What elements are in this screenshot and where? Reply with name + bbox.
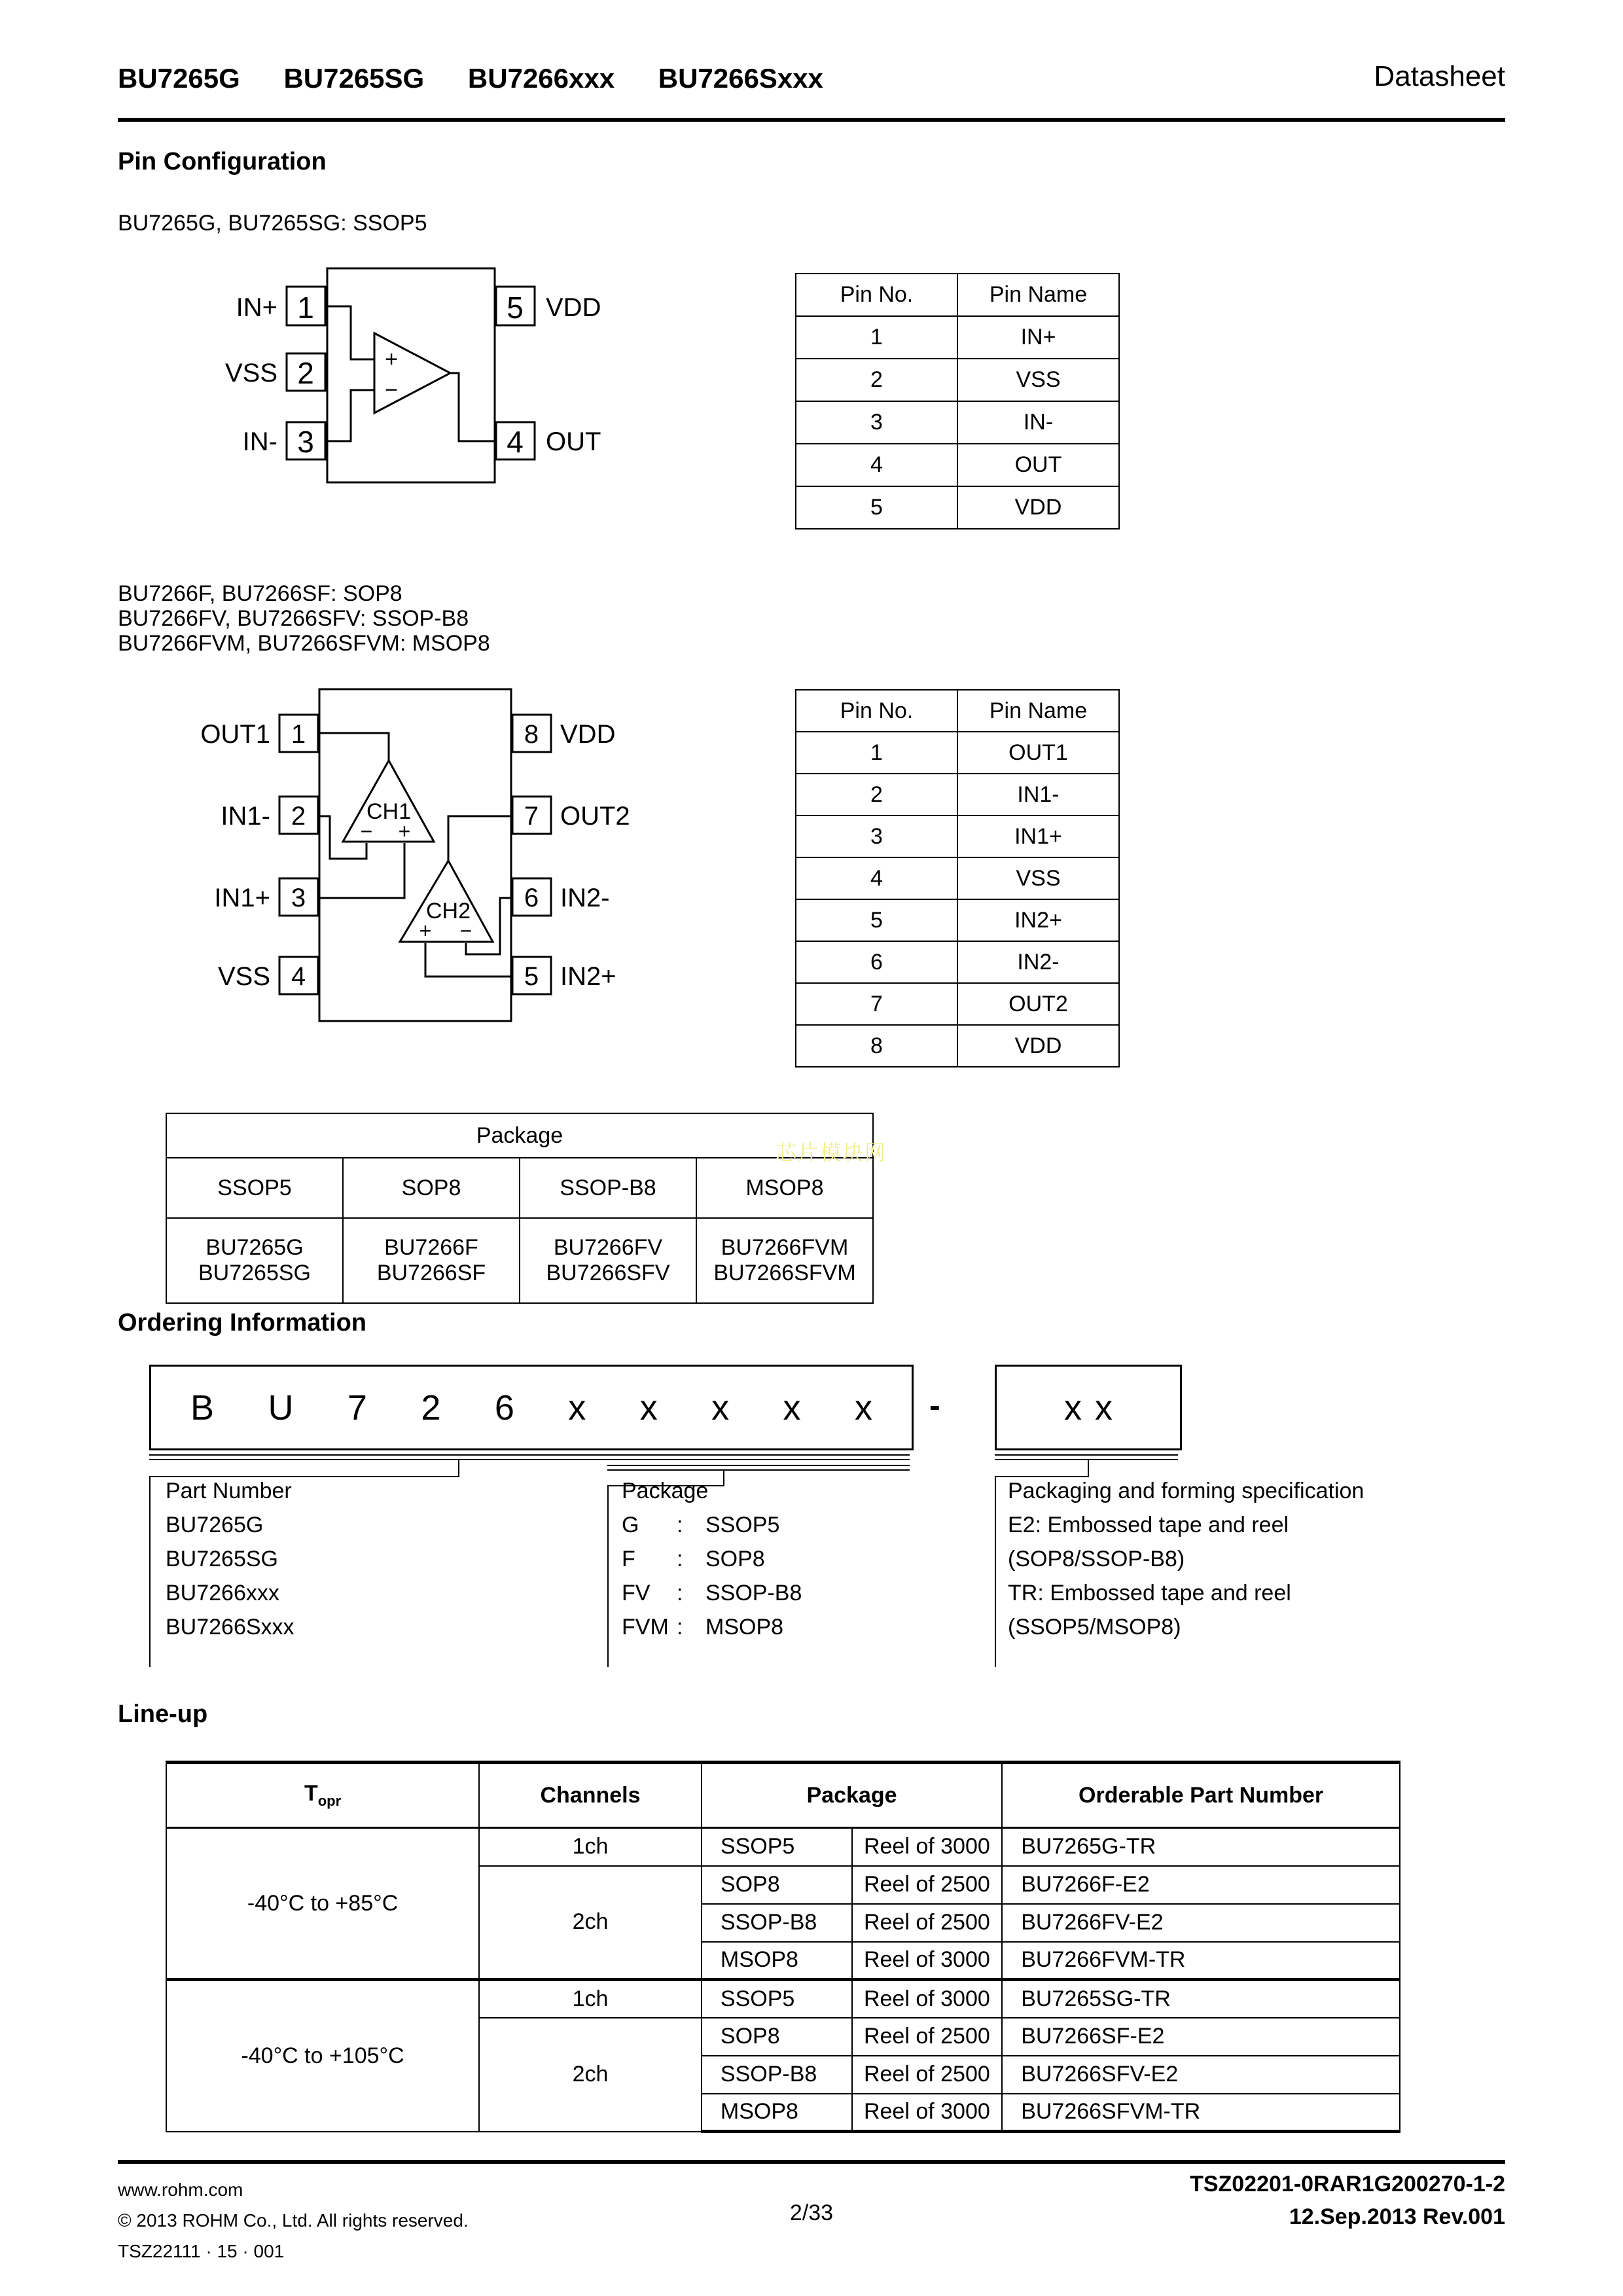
table-cell: IN+	[957, 316, 1119, 359]
part-code-box	[149, 1365, 914, 1450]
package-cell: SSOP-B8	[702, 1904, 852, 1942]
part-code-letters	[151, 1388, 912, 1428]
col-header-pin-name: Pin Name	[957, 274, 1119, 316]
footer-left	[118, 2174, 469, 2267]
ch2-label: CH2	[425, 899, 471, 924]
footer-rule	[118, 2160, 1505, 2164]
table-row	[796, 774, 1119, 816]
table-cell: IN2-	[957, 941, 1119, 983]
table-row	[796, 359, 1119, 401]
legend-item: BU7266xxx	[166, 1581, 279, 1605]
table-row	[796, 690, 1119, 732]
orderable-cell: BU7266SFV-E2	[1002, 2056, 1400, 2094]
pin-number: 3	[297, 425, 314, 459]
channels-cell: 1ch	[479, 1828, 702, 1866]
legend-title: Packaging and forming specification	[1008, 1479, 1364, 1503]
table-cell: 7	[796, 983, 957, 1025]
topr-cell: -40°C to +85°C	[166, 1828, 479, 1980]
ssop5-pin-table	[795, 273, 1120, 529]
ch1-label: CH1	[366, 799, 412, 824]
pin-number: 4	[507, 425, 524, 459]
connector-line	[458, 1460, 459, 1476]
table-cell: VDD	[957, 1025, 1119, 1067]
table-cell: SSOP5	[166, 1158, 343, 1218]
table-cell: 4	[796, 444, 957, 486]
table-cell: 4	[796, 857, 957, 899]
col-header-package: Package	[702, 1763, 1002, 1828]
package-cell: SSOP5	[702, 1828, 852, 1866]
table-row	[166, 1828, 1400, 1866]
package-cell: MSOP8	[702, 2094, 852, 2132]
packaging-legend	[1008, 1474, 1364, 1644]
table-cell: 2	[796, 359, 957, 401]
code-dash: -	[929, 1387, 940, 1424]
col-header-topr	[166, 1763, 479, 1828]
pin-label: IN2+	[560, 962, 616, 991]
package-name: SSOP5	[705, 1513, 780, 1537]
caption-line: BU7266FV, BU7266SFV: SSOP-B8	[118, 606, 469, 631]
table-row	[796, 444, 1119, 486]
package-table	[166, 1113, 874, 1304]
code-char: U	[268, 1388, 294, 1427]
underline	[607, 1469, 910, 1471]
table-row	[796, 941, 1119, 983]
pin-number: 5	[507, 291, 524, 325]
part-name: BU7265SG	[198, 1261, 311, 1285]
table-row	[166, 1158, 873, 1218]
table-cell: VSS	[957, 359, 1119, 401]
table-cell: IN1-	[957, 774, 1119, 816]
code-char: x	[1064, 1388, 1082, 1427]
legend-item: TR: Embossed tape and reel	[1008, 1581, 1291, 1605]
table-cell: IN-	[957, 401, 1119, 444]
table-cell: 6	[796, 941, 957, 983]
package-code: FVM	[622, 1615, 669, 1640]
package-cell: SSOP5	[702, 1980, 852, 2018]
table-cell: OUT	[957, 444, 1119, 486]
lineup-table	[166, 1761, 1400, 2133]
col-header-orderable: Orderable Part Number	[1002, 1763, 1400, 1828]
page-number: 2/33	[789, 2200, 834, 2225]
part-name: BU7265G	[205, 1235, 304, 1260]
wire-out1	[318, 733, 389, 762]
table-cell: SOP8	[343, 1158, 520, 1218]
pin-number: 6	[524, 884, 539, 912]
table-cell: OUT1	[957, 732, 1119, 774]
package-cell: SOP8	[702, 1866, 852, 1904]
table-row	[796, 857, 1119, 899]
wire-out	[450, 373, 496, 441]
plus-input-sign: +	[419, 919, 432, 942]
sop8-pin-table	[795, 689, 1120, 1067]
doc-type-label: Datasheet	[1374, 60, 1505, 92]
table-cell	[520, 1218, 696, 1303]
table-cell: 2	[796, 774, 957, 816]
legend-title: Package	[622, 1479, 709, 1503]
part-name: BU7266F	[384, 1235, 478, 1260]
part-name: BU7266SF	[376, 1261, 486, 1285]
pin-number: 2	[291, 802, 306, 831]
pin-number: 8	[524, 720, 539, 749]
legend-item: (SSOP5/MSOP8)	[1008, 1615, 1181, 1640]
package-table-title: Package	[166, 1113, 873, 1158]
pin-label: OUT	[546, 427, 601, 456]
pin-label: VDD	[546, 293, 601, 322]
orderable-cell: BU7266FVM-TR	[1002, 1942, 1400, 1980]
table-cell	[166, 1218, 343, 1303]
pin-label: VDD	[560, 720, 616, 749]
table-cell: 3	[796, 816, 957, 857]
code-char: B	[190, 1388, 215, 1427]
part-number-title: BU7266xxx	[467, 63, 615, 94]
colon: :	[677, 1581, 683, 1605]
package-code: F	[622, 1547, 635, 1571]
pin-label: OUT2	[560, 802, 630, 831]
legend-item: E2: Embossed tape and reel	[1008, 1513, 1289, 1537]
pin-label: IN+	[236, 293, 277, 322]
wire-in-minus	[325, 390, 374, 441]
topr-cell: -40°C to +105°C	[166, 1980, 479, 2132]
table-cell: IN1+	[957, 816, 1119, 857]
sop8-captions	[118, 581, 490, 656]
lineup-heading: Line-up	[118, 1700, 208, 1728]
package-name: SOP8	[705, 1547, 765, 1571]
pin-number: 1	[297, 291, 314, 325]
plus-input-sign: +	[398, 819, 411, 843]
orderable-cell: BU7265G-TR	[1002, 1828, 1400, 1866]
part-name: BU7266FVM	[721, 1235, 849, 1260]
header-rule	[118, 118, 1505, 122]
pin-number: 3	[291, 884, 306, 912]
ordering-information-heading: Ordering Information	[118, 1309, 366, 1336]
legend-item	[622, 1542, 802, 1576]
connector-line	[149, 1476, 151, 1667]
connector-line	[607, 1485, 609, 1667]
table-row	[796, 899, 1119, 941]
table-row	[166, 1113, 873, 1158]
code-char: 7	[347, 1388, 367, 1427]
legend-item: BU7266Sxxx	[166, 1615, 294, 1640]
underline	[995, 1459, 1178, 1460]
table-row	[796, 401, 1119, 444]
pin-label: IN-	[242, 427, 277, 456]
pin-number: 5	[524, 962, 539, 991]
sop8-pin-diagram	[196, 681, 785, 1034]
package-cell: SSOP-B8	[702, 2056, 852, 2094]
part-name: BU7266SFV	[546, 1261, 670, 1285]
table-row	[796, 732, 1119, 774]
part-number-title: BU7266Sxxx	[658, 63, 823, 94]
reel-cell: Reel of 3000	[852, 1942, 1003, 1980]
wire-in-plus	[325, 306, 374, 359]
underline	[149, 1454, 910, 1456]
footer-right	[1190, 2168, 1505, 2233]
reel-cell: Reel of 2500	[852, 2018, 1003, 2056]
reel-cell: Reel of 2500	[852, 1866, 1003, 1904]
caption-line: BU7266F, BU7266SF: SOP8	[118, 581, 402, 606]
pin-number: 1	[291, 720, 306, 749]
table-cell: MSOP8	[696, 1158, 873, 1218]
pin-number: 4	[291, 962, 306, 991]
colon: :	[677, 1513, 683, 1537]
orderable-cell: BU7266SFVM-TR	[1002, 2094, 1400, 2132]
channels-cell: 2ch	[479, 2018, 702, 2132]
ssop5-pin-diagram	[196, 259, 785, 514]
code-char: x	[639, 1388, 658, 1427]
connector-line	[995, 1476, 996, 1667]
reel-cell: Reel of 2500	[852, 2056, 1003, 2094]
part-number-legend	[166, 1474, 294, 1644]
legend-item	[622, 1610, 802, 1644]
watermark-text: 芯片模块网	[776, 1141, 887, 1164]
table-cell: 8	[796, 1025, 957, 1067]
col-header-pin-no: Pin No.	[796, 690, 957, 732]
underline	[607, 1465, 910, 1466]
table-row	[796, 316, 1119, 359]
table-cell: VSS	[957, 857, 1119, 899]
table-cell: 1	[796, 316, 957, 359]
pin-label: IN1-	[221, 802, 270, 831]
table-cell: 5	[796, 486, 957, 529]
copyright-text: © 2013 ROHM Co., Ltd. All rights reserved.	[118, 2210, 469, 2231]
table-cell: OUT2	[957, 983, 1119, 1025]
legend-item: BU7265G	[166, 1513, 264, 1537]
legend-item: BU7265SG	[166, 1547, 278, 1571]
package-code: G	[622, 1513, 639, 1537]
table-row	[796, 983, 1119, 1025]
legend-item	[622, 1576, 802, 1610]
code-char: 2	[421, 1388, 441, 1427]
orderable-cell: BU7265SG-TR	[1002, 1980, 1400, 2018]
table-row	[166, 1980, 1400, 2018]
reel-cell: Reel of 3000	[852, 2094, 1003, 2132]
code-char: 6	[494, 1388, 514, 1427]
table-row	[796, 274, 1119, 316]
reel-cell: Reel of 3000	[852, 1980, 1003, 2018]
package-name: MSOP8	[705, 1615, 784, 1640]
table-cell: VDD	[957, 486, 1119, 529]
reel-cell: Reel of 2500	[852, 1904, 1003, 1942]
footer-revision: 12.Sep.2013 Rev.001	[1289, 2204, 1505, 2229]
pin-number: 2	[297, 356, 314, 390]
legend-item	[622, 1508, 802, 1542]
table-cell: IN2+	[957, 899, 1119, 941]
package-legend	[622, 1474, 802, 1644]
code-char: x	[568, 1388, 586, 1427]
package-cell: MSOP8	[702, 1942, 852, 1980]
channels-cell: 1ch	[479, 1980, 702, 2018]
colon: :	[677, 1547, 683, 1571]
table-cell: 3	[796, 401, 957, 444]
header-title	[118, 63, 823, 94]
caption-line: BU7266FVM, BU7266SFVM: MSOP8	[118, 631, 490, 656]
table-row	[796, 1025, 1119, 1067]
table-cell: 5	[796, 899, 957, 941]
part-name: BU7266SFVM	[713, 1261, 856, 1285]
footer-tsz-code: TSZ02201-0RAR1G200270-1-2	[1190, 2172, 1505, 2197]
col-header-pin-no: Pin No.	[796, 274, 957, 316]
pin-label: VSS	[217, 962, 270, 991]
code-char: x	[854, 1388, 872, 1427]
wire-out2	[448, 816, 512, 862]
table-cell: SSOP-B8	[520, 1158, 696, 1218]
reel-cell: Reel of 3000	[852, 1828, 1003, 1866]
plus-input-sign: +	[385, 347, 398, 372]
col-header-channels: Channels	[479, 1763, 702, 1828]
package-code: FV	[622, 1581, 651, 1605]
minus-input-sign: −	[360, 819, 373, 843]
code-char: x	[711, 1388, 730, 1427]
orderable-cell: BU7266FV-E2	[1002, 1904, 1400, 1942]
orderable-cell: BU7266SF-E2	[1002, 2018, 1400, 2056]
rohm-url[interactable]: www.rohm.com	[118, 2179, 243, 2200]
pin-label: IN1+	[214, 884, 270, 912]
pin-label: IN2-	[560, 884, 610, 912]
table-row	[796, 486, 1119, 529]
col-header-pin-name: Pin Name	[957, 690, 1119, 732]
footer-doc-code: TSZ22111 · 15 · 001	[118, 2241, 285, 2261]
table-row	[796, 816, 1119, 857]
part-number-title: BU7265G	[118, 63, 240, 94]
package-body	[319, 689, 511, 1021]
underline	[149, 1459, 910, 1460]
ssop5-caption: BU7265G, BU7265SG: SSOP5	[118, 211, 427, 236]
pin-number: 7	[524, 802, 539, 831]
minus-input-sign: −	[385, 378, 398, 403]
channels-cell: 2ch	[479, 1866, 702, 1980]
table-cell	[696, 1218, 873, 1303]
suffix-code-box	[995, 1365, 1182, 1450]
minus-input-sign: −	[459, 919, 473, 942]
underline	[995, 1454, 1178, 1456]
pin-configuration-heading: Pin Configuration	[118, 148, 327, 175]
orderable-cell: BU7266F-E2	[1002, 1866, 1400, 1904]
table-row	[166, 1218, 873, 1303]
code-char: x	[783, 1388, 801, 1427]
package-name: SSOP-B8	[705, 1581, 802, 1605]
colon: :	[677, 1615, 683, 1640]
table-cell: 1	[796, 732, 957, 774]
legend-item: (SOP8/SSOP-B8)	[1008, 1547, 1185, 1571]
pin-label: OUT1	[200, 720, 270, 749]
wire-in1-plus	[318, 843, 404, 898]
topr-symbol: T	[304, 1781, 318, 1806]
part-name: BU7266FV	[553, 1235, 663, 1260]
package-cell: SOP8	[702, 2018, 852, 2056]
table-row	[166, 1763, 1400, 1828]
part-number-title: BU7265SG	[283, 63, 425, 94]
table-cell	[343, 1218, 520, 1303]
topr-subscript: opr	[317, 1792, 342, 1809]
code-char: x	[1095, 1388, 1113, 1427]
pin-label: VSS	[224, 359, 277, 387]
legend-title: Part Number	[166, 1479, 292, 1503]
